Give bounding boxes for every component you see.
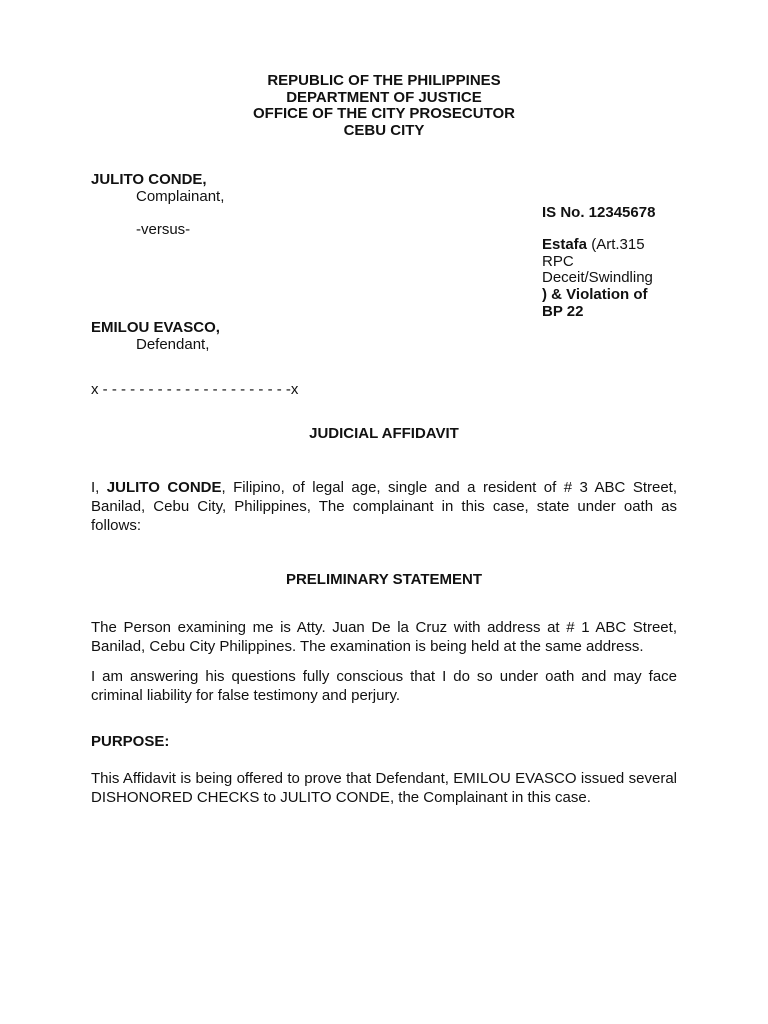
intro-text: , Filipino, of legal age, single and a resident of # 3 ABC Street, Banilad, Cebu City, Philippines, The complainant in this case, state under oath as follows: (91, 479, 678, 534)
versus-label: -versus- (136, 221, 191, 238)
case-number: IS No. 12345678 (542, 204, 656, 221)
purpose-heading: PURPOSE: (91, 733, 170, 750)
header-republic: REPUBLIC OF THE PHILIPPINES (267, 72, 501, 89)
document-title: JUDICIAL AFFIDAVIT (309, 425, 459, 442)
preliminary-heading: PRELIMINARY STATEMENT (285, 571, 483, 588)
caption-separator: x - - - - - - - - - - - - - - - - - - - - -x (91, 381, 299, 398)
charge-article: (Art.315 (587, 236, 645, 253)
preliminary-paragraph-2: I am answering his questions fully conscious that I do so under oath and may face criminal liability for false testimony and perjury. (91, 668, 677, 704)
defendant-label: Defendant, (136, 336, 210, 353)
charge-line-2: RPC (542, 253, 574, 270)
affiant-name: JULITO CONDE (106, 479, 222, 496)
header-department: DEPARTMENT OF JUSTICE (286, 89, 482, 106)
purpose-paragraph: This Affidavit is being offered to prove that Defendant, EMILOU EVASCO issued several DISHONORED CHECKS to JULITO CONDE, the Complainant in this case. (91, 770, 677, 806)
header-city: CEBU CITY (343, 122, 425, 139)
charge-estafa: Estafa (542, 236, 588, 253)
complainant-label: Complainant, (136, 188, 225, 205)
defendant-name: EMILOU EVASCO, (91, 319, 220, 336)
charge-line-4: ) & Violation of (542, 286, 648, 303)
intro-paragraph (91, 478, 677, 535)
preliminary-paragraph-1: The Person examining me is Atty. Juan De la Cruz with address at # 1 ABC Street, Banilad, Cebu City Philippines. The examination is being held at the same address. (91, 619, 677, 655)
charge-line-5: BP 22 (542, 303, 584, 320)
intro-prefix: I, (91, 479, 107, 496)
header-office: OFFICE OF THE CITY PROSECUTOR (253, 105, 515, 122)
charge-line-1 (542, 236, 645, 253)
charge-line-3: Deceit/Swindling (542, 269, 653, 286)
complainant-name: JULITO CONDE, (91, 171, 207, 188)
